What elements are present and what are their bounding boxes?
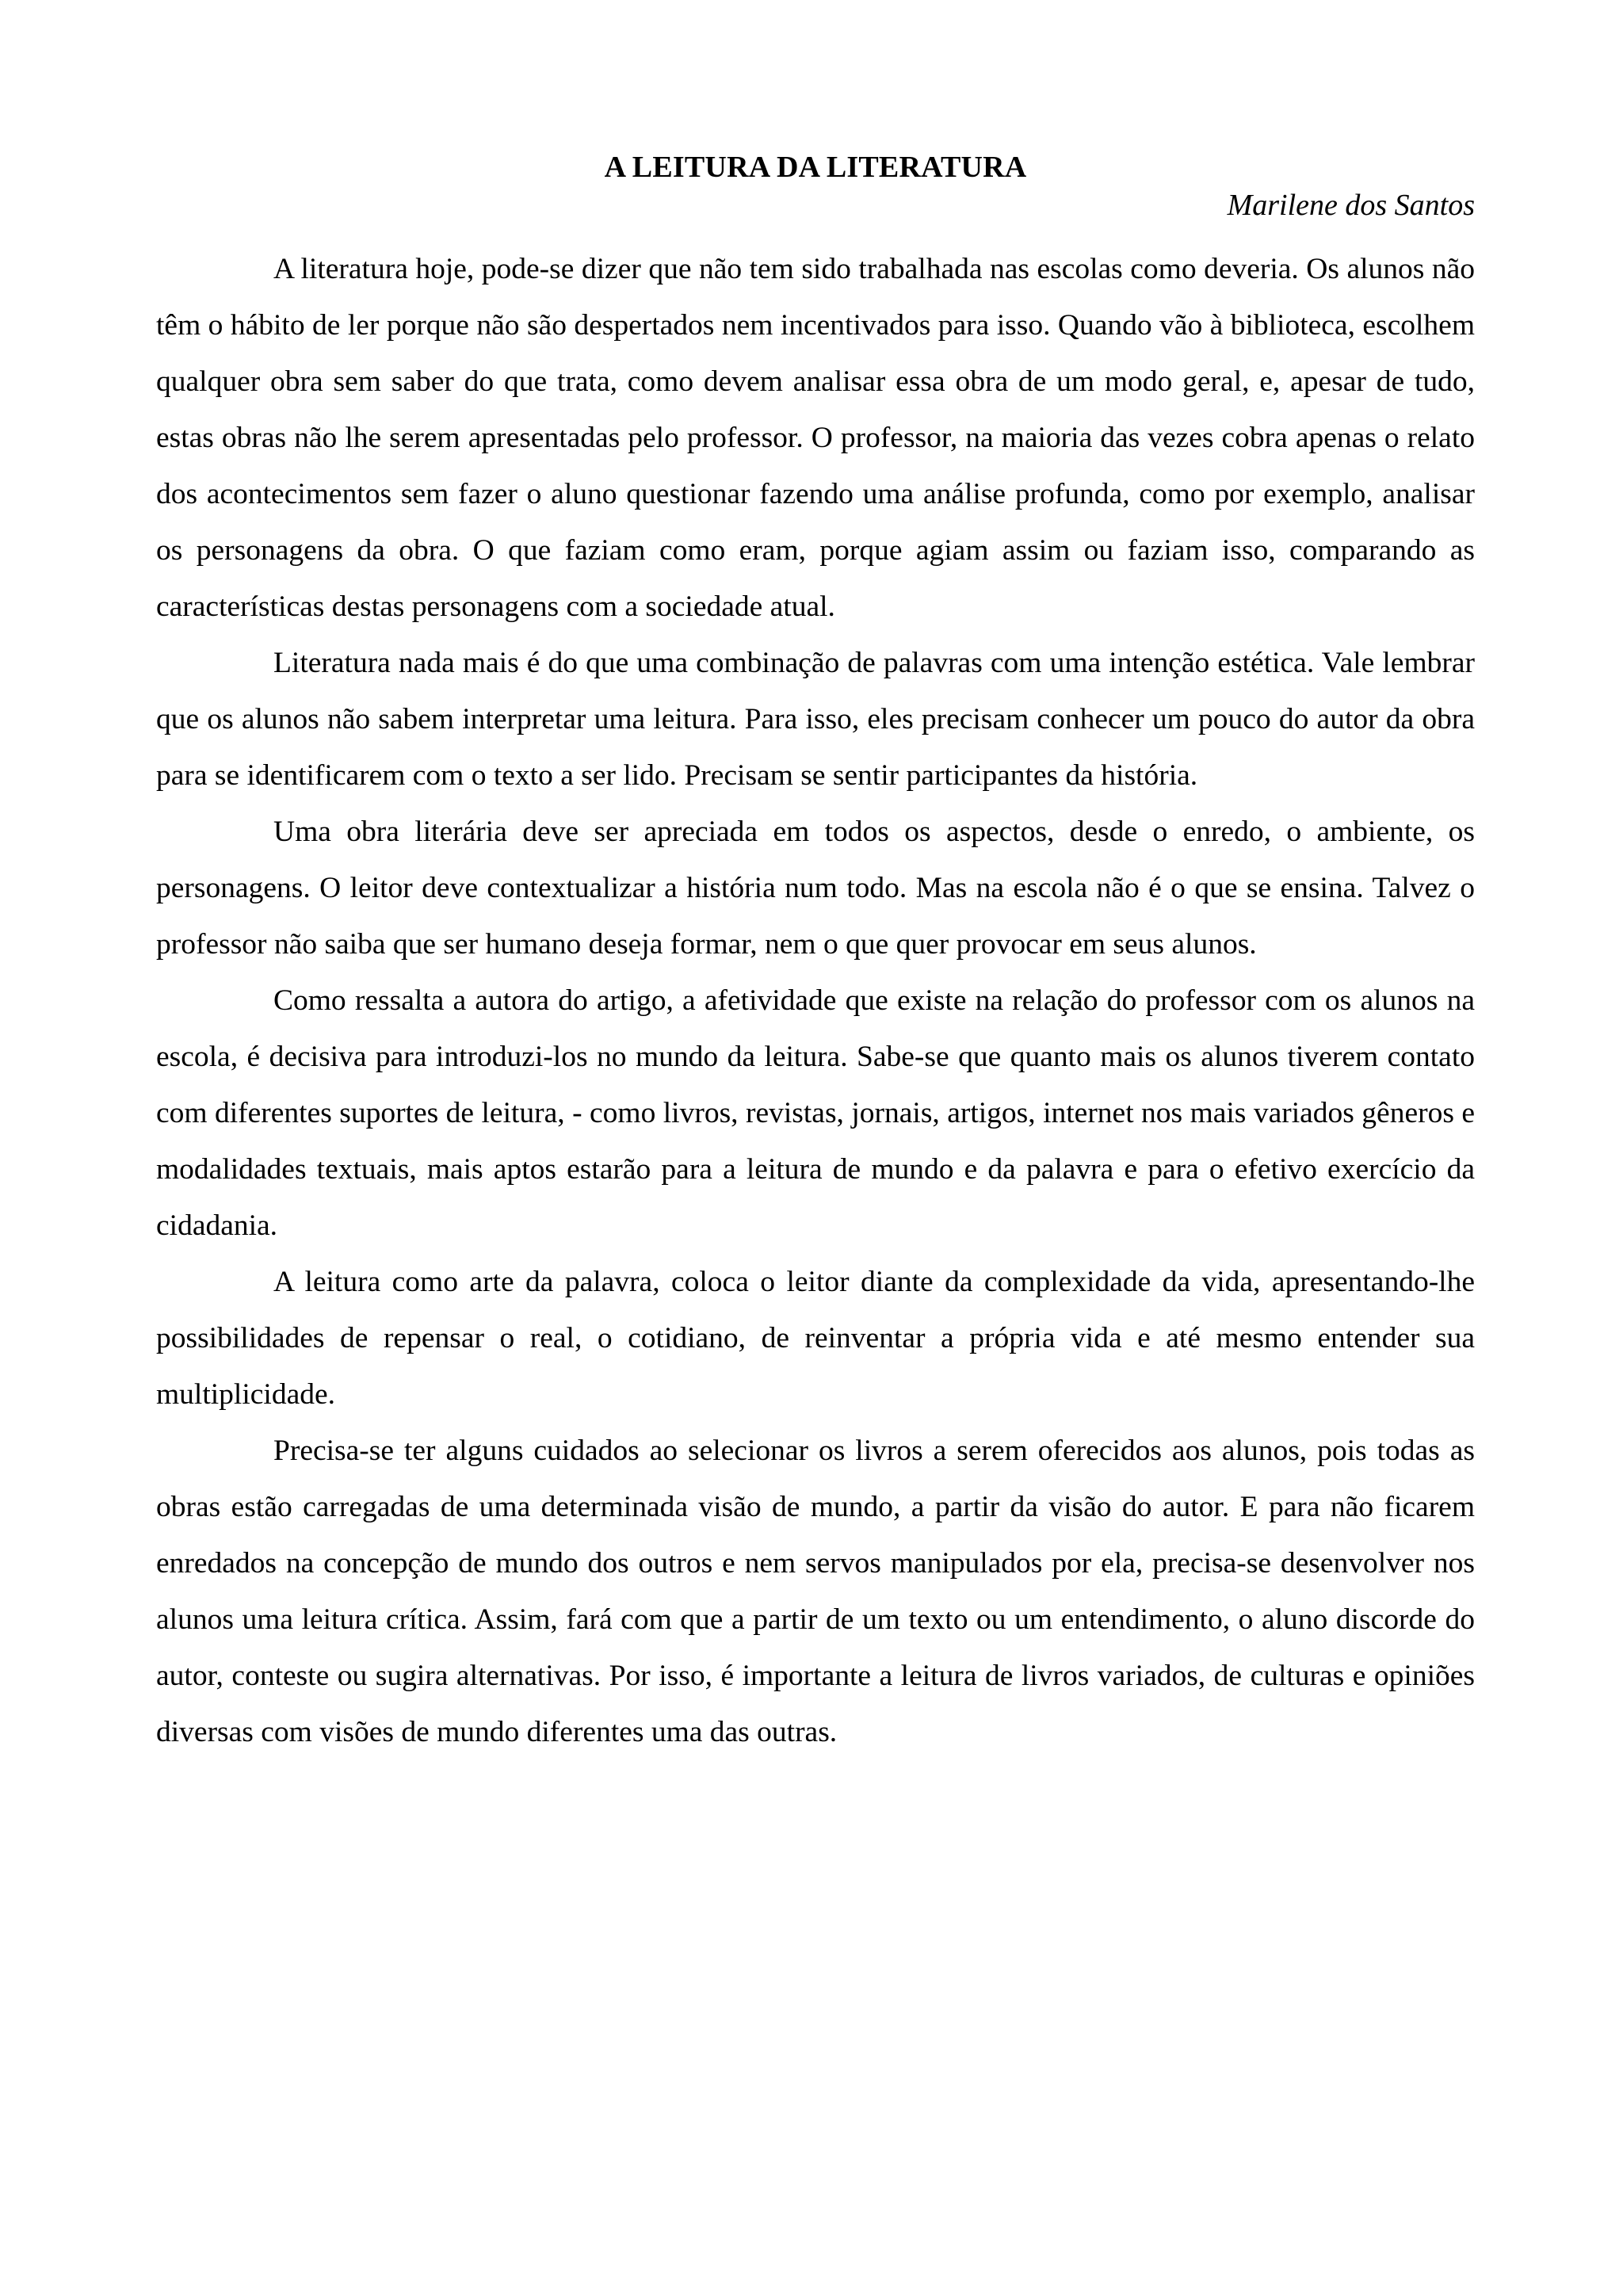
document-body [156,149,1475,1760]
paragraph-2: Literatura nada mais é do que uma combinação de palavras com uma intenção estética. Vale lembrar que os alunos não sabem interpretar uma leitura. Para isso, eles precisam conhecer um pouco do autor da obra para se identificarem com o texto a ser lido. Precisam se sentir participantes da história. [156,647,1475,792]
paragraph-3: Uma obra literária deve ser apreciada em todos os aspectos, desde o enredo, o ambiente, os personagens. O leitor deve contextualizar a história num todo. Mas na escola não é o que se ensina. Talvez o professor não saiba que ser humano deseja formar, nem o que quer provocar em seus alunos. [156,816,1475,961]
paragraph-6: Precisa-se ter alguns cuidados ao selecionar os livros a serem oferecidos aos alunos, pois todas as obras estão carregadas de uma determinada visão de mundo, a partir da visão do autor. E para não ficarem enredados na concepção de mundo dos outros e nem servos manipulados por ela, precisa-se desenvolver nos alunos uma leitura crítica. Assim, fará com que a partir de um texto ou um entendimento, o aluno discorde do autor, conteste ou sugira alternativas. Por isso, é importante a leitura de livros variados, de culturas e opiniões diversas com visões de mundo diferentes uma das outras. [156,1435,1475,1748]
paragraph-1: A literatura hoje, pode-se dizer que não tem sido trabalhada nas escolas como deveria. Os alunos não têm o hábito de ler porque não são despertados nem incentivados para isso. Quando vão à biblioteca, escolhem qualquer obra sem saber do que trata, como devem analisar essa obra de um modo geral, e, apesar de tudo, estas obras não lhe serem apresentadas pelo professor. O professor, na maioria das vezes cobra apenas o relato dos acontecimentos sem fazer o aluno questionar fazendo uma análise profunda, como por exemplo, analisar os personagens da obra. O que faziam como eram, porque agiam assim ou faziam isso, comparando as características destas personagens com a sociedade atual. [156,253,1475,623]
paragraph-5: A leitura como arte da palavra, coloca o leitor diante da complexidade da vida, apresentando-lhe possibilidades de repensar o real, o cotidiano, de reinventar a própria vida e até mesmo entender sua multiplicidade. [156,1266,1475,1411]
paragraph-4: Como ressalta a autora do artigo, a afetividade que existe na relação do professor com os alunos na escola, é decisiva para introduzi-los no mundo da leitura. Sabe-se que quanto mais os alunos tiverem contato com diferentes suportes de leitura, - como livros, revistas, jornais, artigos, internet nos mais variados gêneros e modalidades textuais, mais aptos estarão para a leitura de mundo e da palavra e para o efetivo exercício da cidadania. [156,984,1475,1242]
document-author: Marilene dos Santos [1227,189,1475,222]
document-title: A LEITURA DA LITERATURA [604,151,1027,184]
